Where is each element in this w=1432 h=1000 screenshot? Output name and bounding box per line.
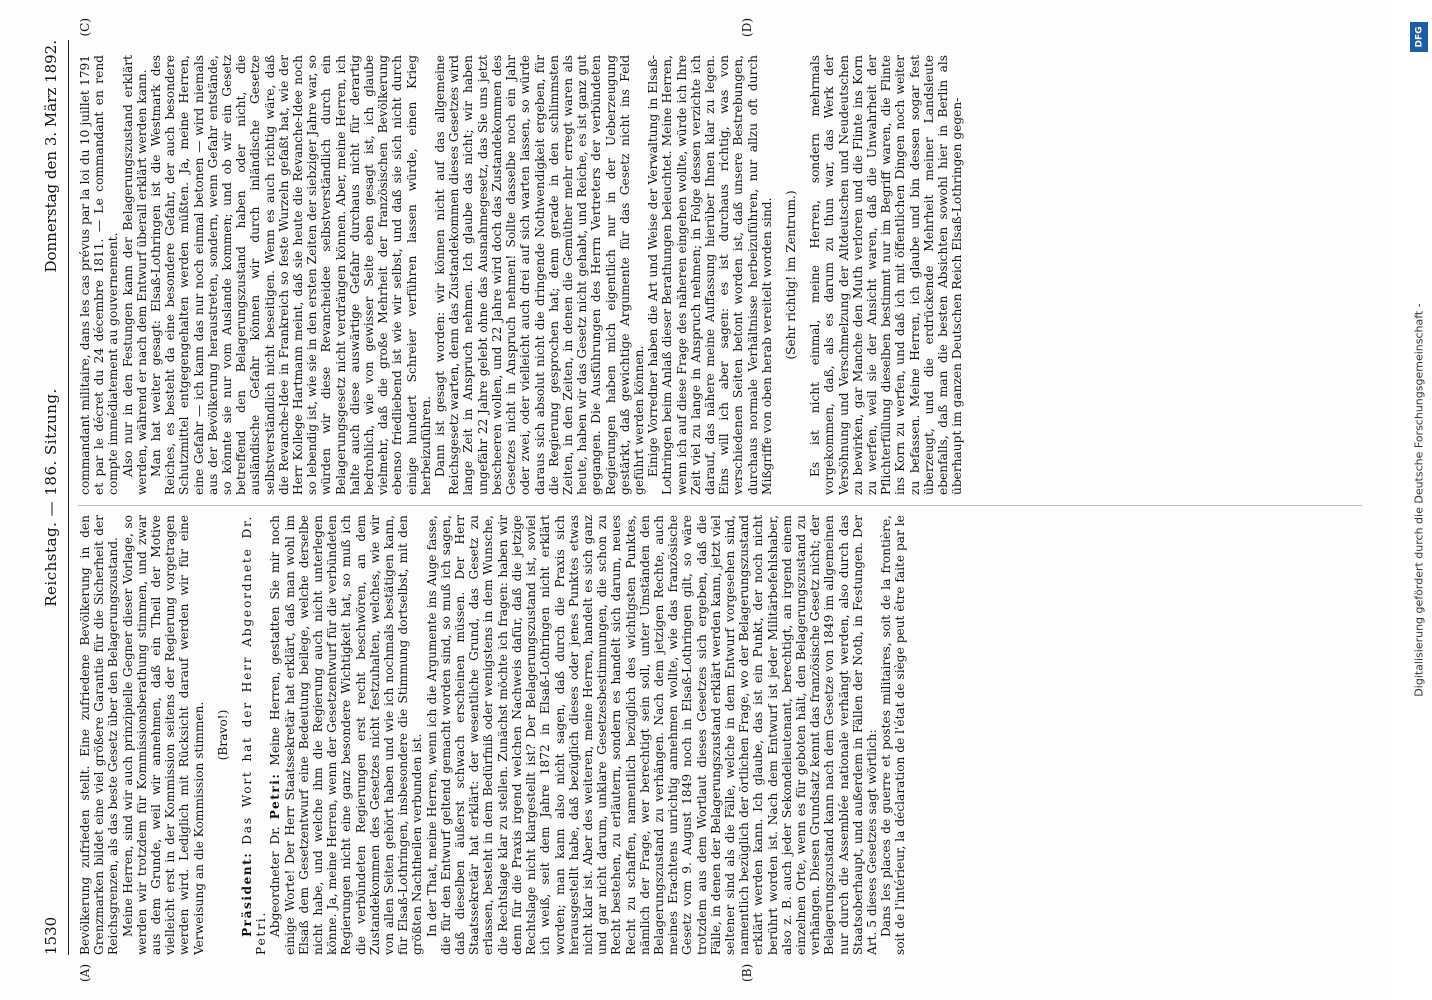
applause-note: (Bravo!) — [215, 709, 230, 761]
page-header — [40, 40, 69, 955]
quote-paragraph: commandant militaire, dans les cas prévus par la loi du 10 juillet 1791 et par le décret du 24 décembre 1811. — Le commandant en rend compte immédiatement au gouvernement. — [78, 55, 121, 495]
digitization-credit — [1408, 180, 1430, 820]
paragraph: Einige Vorredner haben die Art und Weise der Verwaltung in Elsaß-Lothringen beim Anlaß dieser Berathungen beleuchtet. Meine Herren, wenn ich auf diese Frage des näheren eingehen wollte, würde ich Ihre Zeit viel zu lange in Anspruch nehmen; in Folge dessen verzichte ich darauf, das nähere meine Auffassung hierüber Ihnen klar zu legen. Eins will ich aber sagen: es ist durchaus richtig, was von verschiedenen Seiten betont worden ist, daß unsere Bestrebungen, durchaus normale Verhältnisse herbeizuführen, nur allzu oft durch Mißgriffe von oben herab vereitelt worden sind. — [646, 55, 774, 495]
cheer-note: (Sehr richtig! im Zentrum.) — [783, 190, 798, 360]
president-text: Das Wort hat der Herr Abgeordnete Dr. Petri. — [240, 515, 269, 955]
paragraph: Dann ist gesagt worden: wir können nicht auf das allgemeine Reichsgesetz warten, denn das Zustandekommen dieses Gesetzes wird lange Zeit in Anspruch nehmen. Ich glaube das nicht; wir haben ungefähr 22 Jahre gelebt ohne das Ausnahmegesetz, das Sie uns jetzt bescheeren wollen, und 22 Jahre wird doch das Zustandekommen des Gesetzes nicht in Anspruch nehmen! Sollte dasselbe noch ein Jahr oder zwei, oder vielleicht auch drei auf sich warten lassen, so würde daraus sich absolut nicht die dringende Nothwendigkeit ergeben, für die Regierung gesprochen hat; denn gerade in den schlimmsten Zeiten, in den Zeiten, in denen die Gemüther mehr erregt waren als heute, haben wir das Gesetz nicht gehabt, und Reiche, es ist ganz gut gegangen. Die Ausführungen des Herrn Vertreters der verbündeten Regierungen haben mich eigentlich nur in der Ueberzeugung gestärkt, daß gewichtige Argumente für das Gesetz nicht ins Feld geführt werden können. — [433, 55, 646, 495]
quote-paragraph: Dans les places de guerre et postes militaires, soit de la frontière, soit de l'intérieur, la déclaration de l'état de siège peut être faite par le — [879, 515, 908, 955]
paragraph: Bevölkerung zufrieden stellt. Eine zufriedene Bevölkerung in den Grenzmarken bildet eine viel größere Garantie für die Sicherheit der Reichsgrenzen, als das beste Gesetz über den Belagerungszustand. — [78, 515, 121, 955]
right-column — [78, 55, 1362, 495]
left-column — [78, 515, 1362, 955]
margin-marker-c: (C) — [78, 18, 92, 37]
logo-text: DFG — [1414, 26, 1425, 48]
session-date: Donnerstag den 3. März 1892. — [42, 40, 60, 273]
margin-marker-a: (A) — [78, 963, 92, 982]
paragraph: In der That, meine Herren, wenn ich die Argumente ins Auge fasse, die für den Entwurf geltend gemacht worden sind, so muß ich sagen, daß dieselben äußerst schwach erscheinen müssen. Der Herr Staatssekretär hat erklärt: der wesentliche Grund, das Gesetz zu erlassen, besteht in dem Bedürfniß oder wenigstens in dem Wunsche, die Rechtslage klar zu stellen. Zunächst möchte ich fragen: haben wir denn für die Praxis irgend welchen Nachweis dafür, daß die jetzige Rechtslage nicht klargestellt ist? Der Belagerungszustand ist, soviel ich weiß, seit dem Jahre 1872 in Elsaß-Lothringen nicht erklärt worden; man kann also nicht sagen, daß durch die Praxis sich herausgestellt habe, daß bezüglich dieses oder jenes Punktes etwas nicht klar ist. Aber des weiteren, meine Herren, handelt es sich ganz und gar nicht darum, unklare Gesetzesbestimmungen, die schon zu Recht bestehen, zu erläutern, sondern es handelt sich darum, neues Recht zu schaffen, namentlich bezüglich des wichtigsten Punktes, nämlich der Frage, wer berechtigt sein soll, unter Umständen den Belagerungszustand zu verhängen. Nach dem jetzigen Rechte, auch meines Erachtens unrichtig annehmen wollte, wie das französische Gesetz vom 9. August 1849 noch in Elsaß-Lothringen gilt, so wäre trotzdem aus dem Wortlaut dieses Gesetzes sich ergeben, daß die Fälle, in denen der Belagerungszustand erklärt werden kann, jetzt viel seltener sind als die Fälle, welche in dem Entwurf vorgesehen sind, namentlich bezüglich der örtlichen Frage, wo der Belagerungszustand erklärt werden kann. Ich glaube, das ist ein Punkt, der noch nicht berührt worden ist. Nach dem Entwurf ist jeder Militärbefehlshaber, also z. B. auch jeder Sekondelieutenant, berechtigt, an irgend einem einzelnen Orte, wenn es für geboten hält, den Belagerungszustand zu verhängen. Diesen Grundsatz kennt das französische Gesetz nicht; der Belagerungszustand kann nach dem Gesetze von 1849 im allgemeinen nur durch die Assemblée nationale verhängt werden, also durch das Staatsoberhaupt, und außerdem in Fällen der Noth, in Festungen. Der Art. 5 dieses Gesetzes sagt wörtlich: — [424, 515, 879, 955]
credit-text: Digitalisierung gefördert durch die Deutsche Forschungsgemeinschaft - — [1412, 303, 1426, 697]
speech-text: Meine Herren, gestatten Sie mir noch einige Worte! Der Herr Staatssekretär hat erklärt, daß man wohl im Elsaß dem Gesetzentwurf eine Bedeutung beilege, welche derselbe nicht habe, und welche ihm die Regierung auch nicht unterlegen könne. Ja, meine Herren, wenn der Gesetzentwurf für die verbündeten Regierungen nicht eine ganz besondere Wichtigkeit hat, so muß ich die verbündeten Regierungen erst recht beschwören, an dem Zustandekommen des Gesetzes nicht festzuhalten, welches, wie wir von allen Seiten gehört haben und wie ich nochmals bestätigen kann, für Elsaß-Lothringen, insbesondere die Stimmung dortselbst, mit den größten Nachtheilen verbunden ist. — [268, 515, 425, 955]
paragraph: Also nur in den Festungen kann der Belagerungszustand erklärt werden, während er nach dem Entwurf überall erklärt werden kann. — [120, 55, 149, 495]
margin-marker-d: (D) — [740, 18, 754, 37]
margin-marker-b: (B) — [740, 963, 754, 982]
speaker-name: Petri: — [268, 772, 283, 820]
session-title: Reichstag. — 186. Sitzung. — [42, 388, 60, 607]
page-number: 1530 — [42, 916, 60, 955]
column-divider — [78, 505, 1362, 506]
dfg-logo — [1410, 22, 1428, 52]
president-label: Präsident: — [240, 851, 255, 937]
paragraph: Man hat weiter gesagt: Elsaß-Lothringen ist die Westmark des Reiches, es besteht da eine besondere Gefahr, der auch besondere Schutzmittel entgegengehalten werden müßten. Ja, meine Herren, eine Gefahr — ich kann das nur noch einmal betonen — wird niemals aus der Bevölkerung heraustreten, sondern, wenn Gefahr entstände, so könnte sie nur vom Auslande kommen; und ob wir ein Gesetz betreffend den Belagerungszustand haben oder nicht, die ausländische Gefahr können wir durch inländische Gesetze selbstverständlich nicht beseitigen. Wenn es auch richtig wäre, daß die Revanche-Idee in Frankreich so feste Wurzeln gefaßt hat, wie der Herr Kollege Hartmann meint, daß sie heute die Revanche-Idee noch so lebendig ist, wie sie in den ersten Zeiten der siebziger Jahre war, so würden wir diese Revancheidee selbstverständlich durch ein Belagerungsgesetz nicht verdrängen können. Aber, meine Herren, ich halte auch diese auswärtige Gefahr durchaus nicht für derartig bedrohlich, wie von gewisser Seite eben gesagt ist, ich glaube vielmehr, daß die große Mehrheit der französischen Bevölkerung ebenso friedliebend ist wie wir selbst, und daß sie sich nicht durch einige hundert Schreier verführen lassen würde, einen Krieg herbeizuführen. — [149, 55, 433, 495]
paragraph: Es ist nicht einmal, meine Herren, sondern mehrmals vorgekommen, daß, als es darum zu thun war, das Werk der Versöhnung und Verschmelzung der Altdeutschen und Neudeutschen zu bewirken, gar Manche den Muth verloren und die Flinte ins Korn zu werfen, weil sie der Ansicht waren, daß die Unwahrheit der Pflichterfüllung dieselben bestimmt nur im Begriff waren, die Flinte ins Korn zu werfen, und daß ich mit öffentlichen Dingen noch weiter zu befassen. Meine Herren, ich glaube und bin dessen sogar fest überzeugt, und die erdrückende Mehrheit meiner Landsleute ebenfalls, daß man die besten Absichten sowohl hier in Berlin als überhaupt im ganzen Deutschen Reich Elsaß-Lothringen gegen- — [808, 55, 965, 495]
speaker-intro: Abgeordneter Dr. — [268, 826, 283, 937]
paragraph: Meine Herren, sind wir auch prinzipielle Gegner dieser Vorlage, so werden wir trotzdem für Kommissionsberathung stimmen, und zwar aus dem Grunde, weil wir annehmen, daß ein Theil der Motive vielleicht erst in der Kommission seitens der Regierung vorgetragen werden wird. Lediglich mit Rücksicht darauf werden wir für eine Verweisung an die Kommission stimmen. — [120, 515, 206, 955]
